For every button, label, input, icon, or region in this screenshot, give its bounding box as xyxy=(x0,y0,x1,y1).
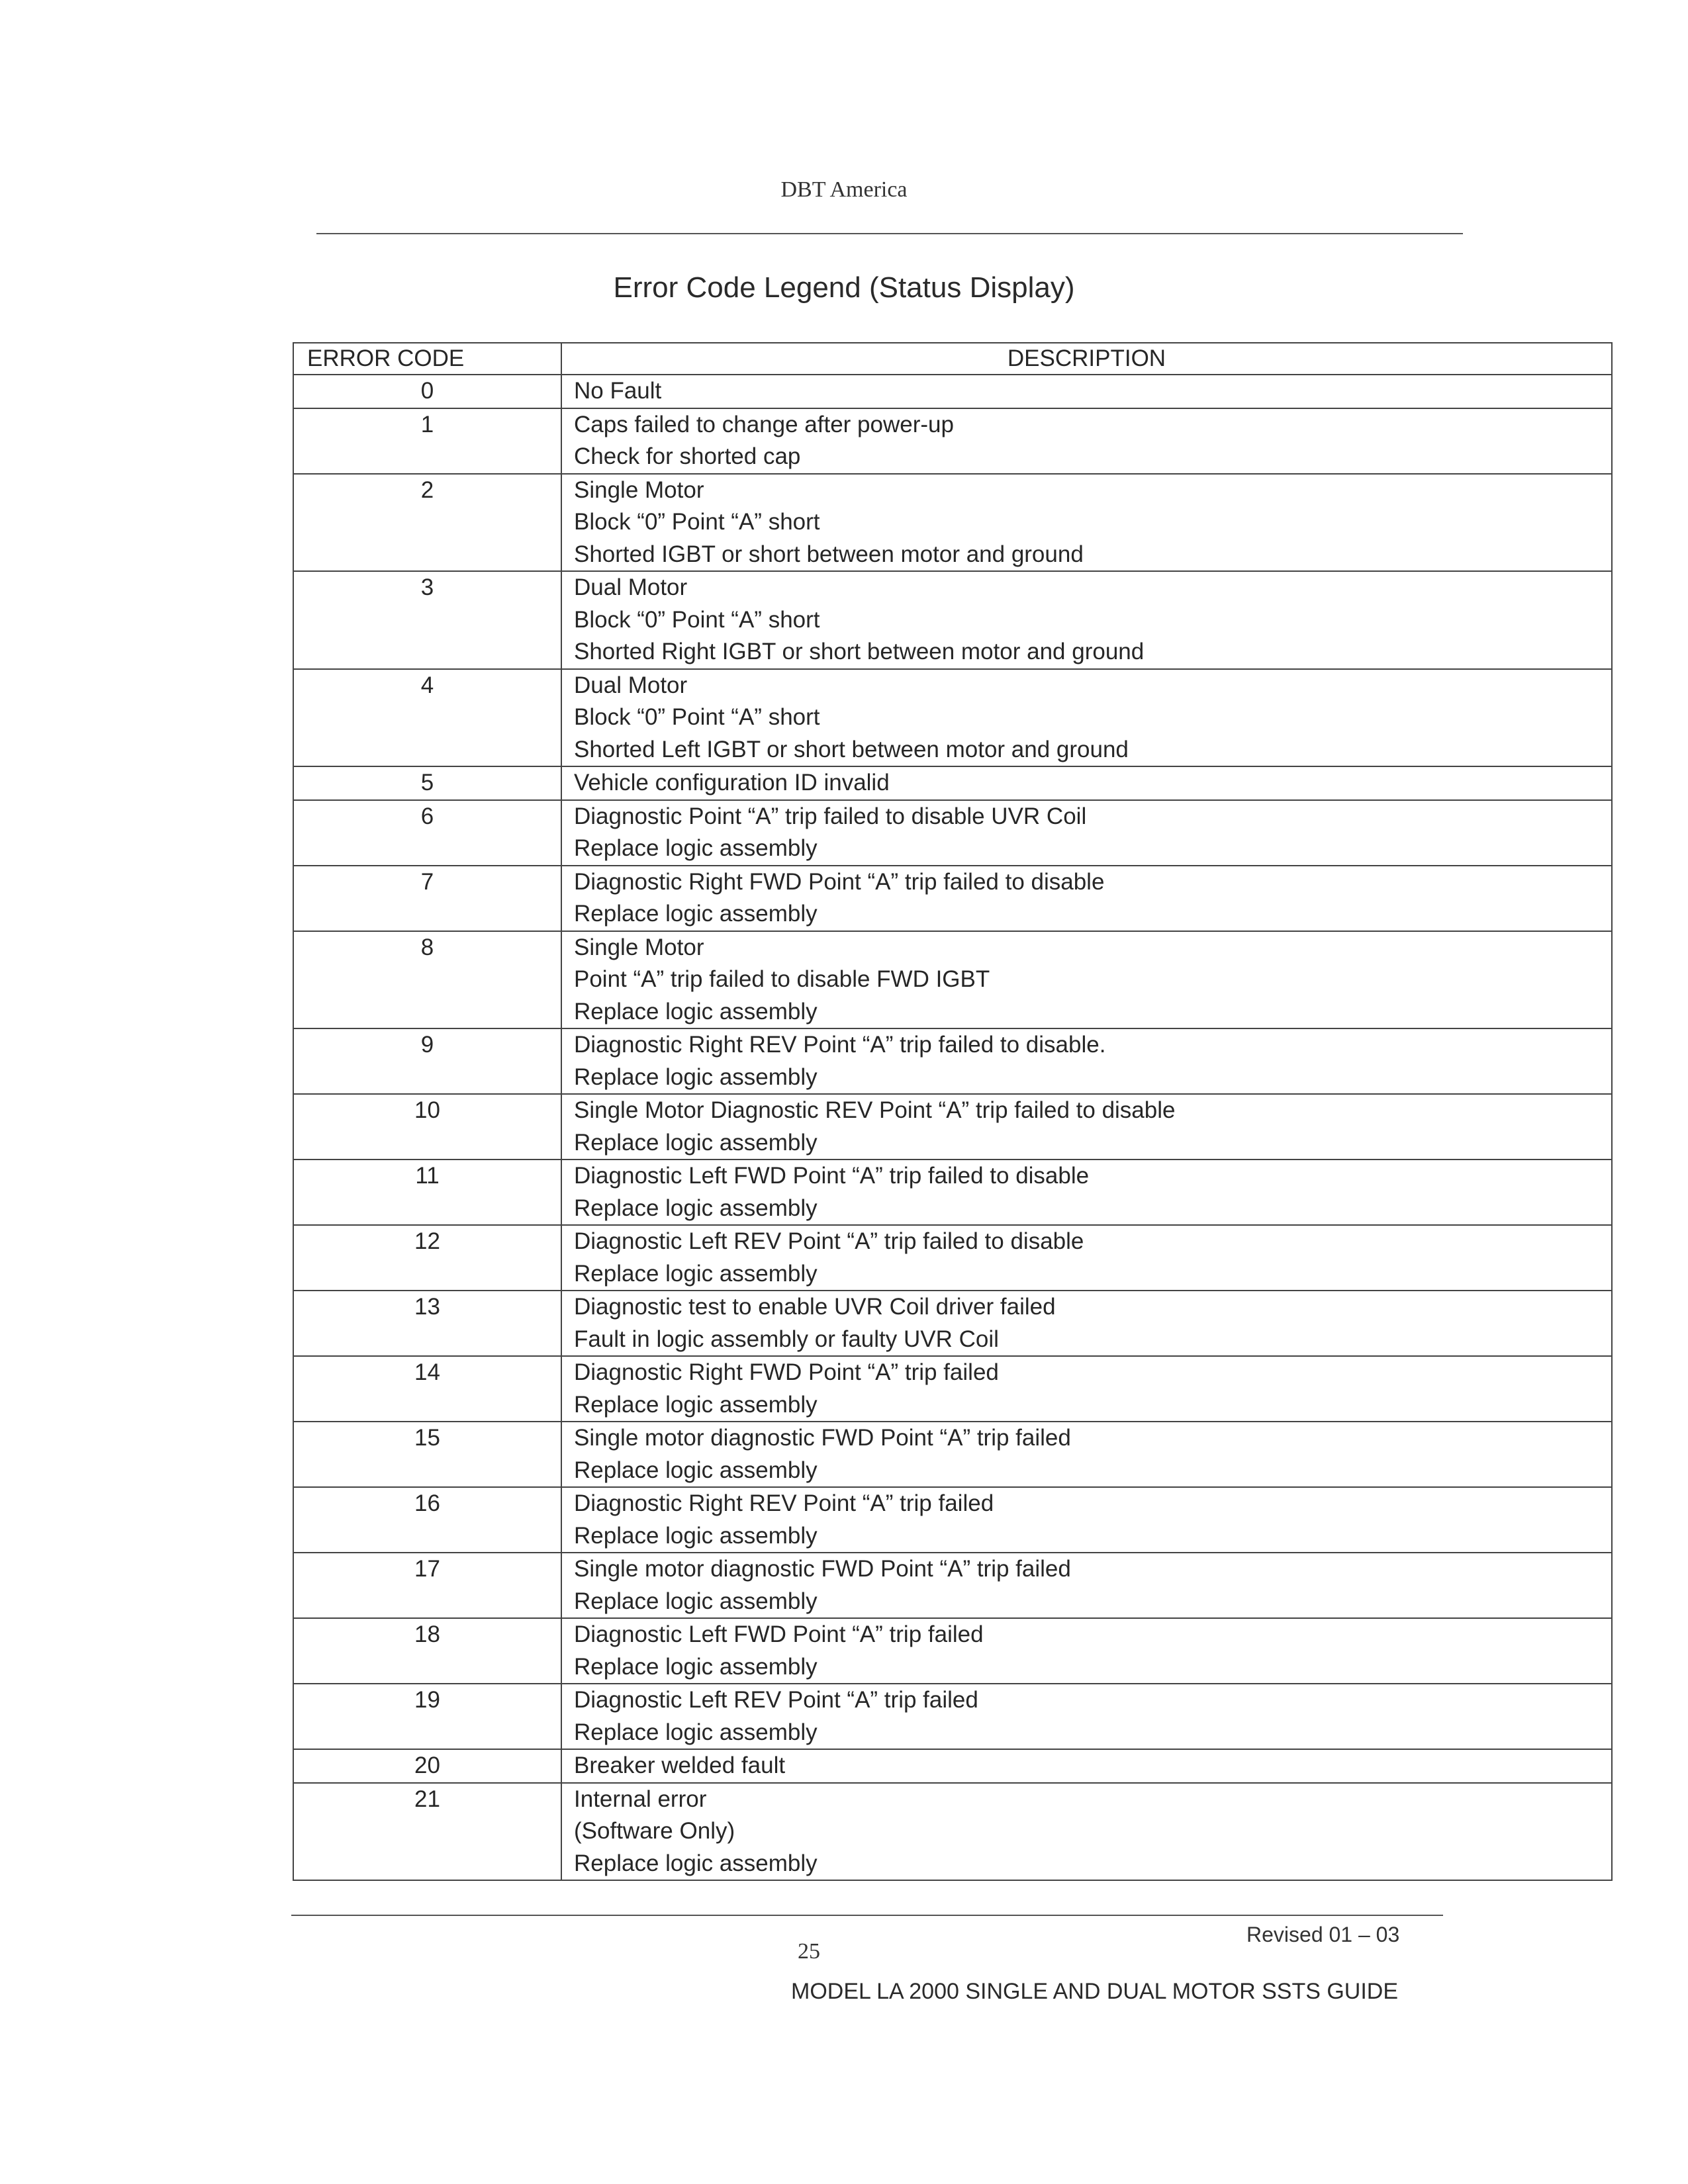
description-line: Diagnostic Left FWD Point “A” trip failed to disable xyxy=(574,1163,1090,1189)
page-header: DBT America xyxy=(780,177,908,202)
description-cell xyxy=(561,571,1612,669)
description-cell xyxy=(561,1094,1612,1160)
description-cell xyxy=(561,800,1612,866)
table-header-row xyxy=(293,343,1612,375)
description-line: Dual Motor xyxy=(574,574,688,600)
description-line: Point “A” trip failed to disable FWD IGBT xyxy=(574,966,990,992)
table-row xyxy=(293,1618,1612,1684)
error-code-cell: 11 xyxy=(293,1160,561,1225)
error-code-cell: 10 xyxy=(293,1094,561,1160)
description-line: Breaker welded fault xyxy=(574,1752,786,1778)
error-code-cell: 8 xyxy=(293,931,561,1029)
description-line: Replace logic assembly xyxy=(574,1129,818,1156)
description-cell xyxy=(561,1291,1612,1356)
description-cell xyxy=(561,1783,1612,1881)
description-line: Replace logic assembly xyxy=(574,998,818,1024)
table-row xyxy=(293,1422,1612,1487)
description-cell xyxy=(561,1618,1612,1684)
description-line: Diagnostic Left REV Point “A” trip failed to disable xyxy=(574,1228,1084,1254)
guide-title: MODEL LA 2000 SINGLE AND DUAL MOTOR SSTS GUIDE xyxy=(791,1979,1399,2004)
error-code-cell: 3 xyxy=(293,571,561,669)
error-code-table xyxy=(293,342,1613,1881)
description-line: Replace logic assembly xyxy=(574,1260,818,1287)
description-line: Internal error xyxy=(574,1786,707,1812)
description-line: Shorted Left IGBT or short between motor and ground xyxy=(574,736,1129,762)
error-code-cell: 4 xyxy=(293,669,561,767)
error-code-cell: 14 xyxy=(293,1356,561,1422)
description-line: Diagnostic Point “A” trip failed to disable UVR Coil xyxy=(574,803,1087,829)
table-row xyxy=(293,1553,1612,1618)
error-code-cell: 19 xyxy=(293,1684,561,1749)
description-line: Replace logic assembly xyxy=(574,1653,818,1680)
description-line: Check for shorted cap xyxy=(574,443,801,469)
description-line: Single Motor Diagnostic REV Point “A” trip failed to disable xyxy=(574,1097,1176,1123)
description-line: No Fault xyxy=(574,378,662,404)
description-line: Single Motor xyxy=(574,934,704,960)
description-line: Diagnostic Right REV Point “A” trip failed xyxy=(574,1490,994,1516)
description-line: Replace logic assembly xyxy=(574,1391,818,1418)
error-code-cell: 1 xyxy=(293,408,561,474)
description-cell xyxy=(561,1160,1612,1225)
description-line: Dual Motor xyxy=(574,672,688,698)
column-header-description: DESCRIPTION xyxy=(561,343,1612,375)
table-row xyxy=(293,669,1612,767)
table-row xyxy=(293,1225,1612,1291)
error-code-cell: 2 xyxy=(293,474,561,572)
description-cell xyxy=(561,1749,1612,1783)
error-code-cell: 7 xyxy=(293,866,561,931)
description-line: Diagnostic Left FWD Point “A” trip failed xyxy=(574,1621,984,1647)
error-code-cell: 21 xyxy=(293,1783,561,1881)
description-cell xyxy=(561,1225,1612,1291)
table-row xyxy=(293,766,1612,800)
description-cell xyxy=(561,408,1612,474)
description-line: Replace logic assembly xyxy=(574,1850,818,1876)
description-line: Caps failed to change after power-up xyxy=(574,411,954,437)
table-row xyxy=(293,1487,1612,1553)
error-code-cell: 16 xyxy=(293,1487,561,1553)
description-cell xyxy=(561,375,1612,408)
description-cell xyxy=(561,766,1612,800)
description-line: Diagnostic Right FWD Point “A” trip failed to disable xyxy=(574,868,1105,895)
table-row xyxy=(293,571,1612,669)
table-row xyxy=(293,866,1612,931)
error-code-cell: 13 xyxy=(293,1291,561,1356)
description-line: Replace logic assembly xyxy=(574,1064,818,1090)
table-row xyxy=(293,1160,1612,1225)
page-number: 25 xyxy=(798,1939,820,1964)
description-line: (Software Only) xyxy=(574,1818,735,1844)
error-code-cell: 15 xyxy=(293,1422,561,1487)
description-cell xyxy=(561,474,1612,572)
error-code-cell: 6 xyxy=(293,800,561,866)
description-cell xyxy=(561,931,1612,1029)
description-line: Block “0” Point “A” short xyxy=(574,509,820,535)
description-line: Single motor diagnostic FWD Point “A” trip failed xyxy=(574,1556,1071,1582)
description-line: Replace logic assembly xyxy=(574,1719,818,1745)
table-row xyxy=(293,375,1612,408)
error-code-cell: 12 xyxy=(293,1225,561,1291)
error-code-cell: 0 xyxy=(293,375,561,408)
table-row xyxy=(293,1749,1612,1783)
description-line: Replace logic assembly xyxy=(574,1457,818,1483)
description-line: Fault in logic assembly or faulty UVR Coil xyxy=(574,1326,999,1352)
description-line: Diagnostic Right FWD Point “A” trip failed xyxy=(574,1359,999,1385)
page-title: Error Code Legend (Status Display) xyxy=(613,271,1075,304)
description-cell xyxy=(561,866,1612,931)
description-cell xyxy=(561,1684,1612,1749)
table-row xyxy=(293,474,1612,572)
description-line: Replace logic assembly xyxy=(574,1522,818,1549)
table-row xyxy=(293,1684,1612,1749)
table-row xyxy=(293,1094,1612,1160)
table-row xyxy=(293,1291,1612,1356)
footer-rule xyxy=(291,1915,1443,1916)
table-row xyxy=(293,1356,1612,1422)
description-line: Replace logic assembly xyxy=(574,1588,818,1614)
description-line: Block “0” Point “A” short xyxy=(574,704,820,730)
description-line: Diagnostic Right REV Point “A” trip failed to disable. xyxy=(574,1032,1106,1058)
header-rule xyxy=(316,233,1463,234)
table-row xyxy=(293,1028,1612,1094)
description-line: Single Motor xyxy=(574,477,704,503)
description-cell xyxy=(561,1553,1612,1618)
description-line: Single motor diagnostic FWD Point “A” trip failed xyxy=(574,1425,1071,1451)
error-code-cell: 5 xyxy=(293,766,561,800)
table-row xyxy=(293,1783,1612,1881)
description-cell xyxy=(561,1487,1612,1553)
description-cell xyxy=(561,1356,1612,1422)
table-row xyxy=(293,800,1612,866)
error-code-cell: 17 xyxy=(293,1553,561,1618)
description-line: Shorted IGBT or short between motor and ground xyxy=(574,541,1084,567)
description-line: Replace logic assembly xyxy=(574,901,818,927)
description-cell xyxy=(561,1028,1612,1094)
table-body xyxy=(293,375,1612,1880)
revision-note: Revised 01 – 03 xyxy=(1246,1923,1400,1946)
column-header-error-code: ERROR CODE xyxy=(293,343,561,375)
description-line: Block “0” Point “A” short xyxy=(574,606,820,633)
error-code-cell: 9 xyxy=(293,1028,561,1094)
description-line: Diagnostic test to enable UVR Coil driver failed xyxy=(574,1294,1056,1320)
table-row xyxy=(293,931,1612,1029)
description-line: Diagnostic Left REV Point “A” trip failed xyxy=(574,1687,978,1713)
error-code-cell: 20 xyxy=(293,1749,561,1783)
description-cell xyxy=(561,1422,1612,1487)
error-code-cell: 18 xyxy=(293,1618,561,1684)
table-row xyxy=(293,408,1612,474)
description-line: Replace logic assembly xyxy=(574,835,818,861)
description-line: Shorted Right IGBT or short between motor and ground xyxy=(574,639,1145,664)
description-line: Vehicle configuration ID invalid xyxy=(574,770,890,796)
description-cell xyxy=(561,669,1612,767)
description-line: Replace logic assembly xyxy=(574,1195,818,1221)
